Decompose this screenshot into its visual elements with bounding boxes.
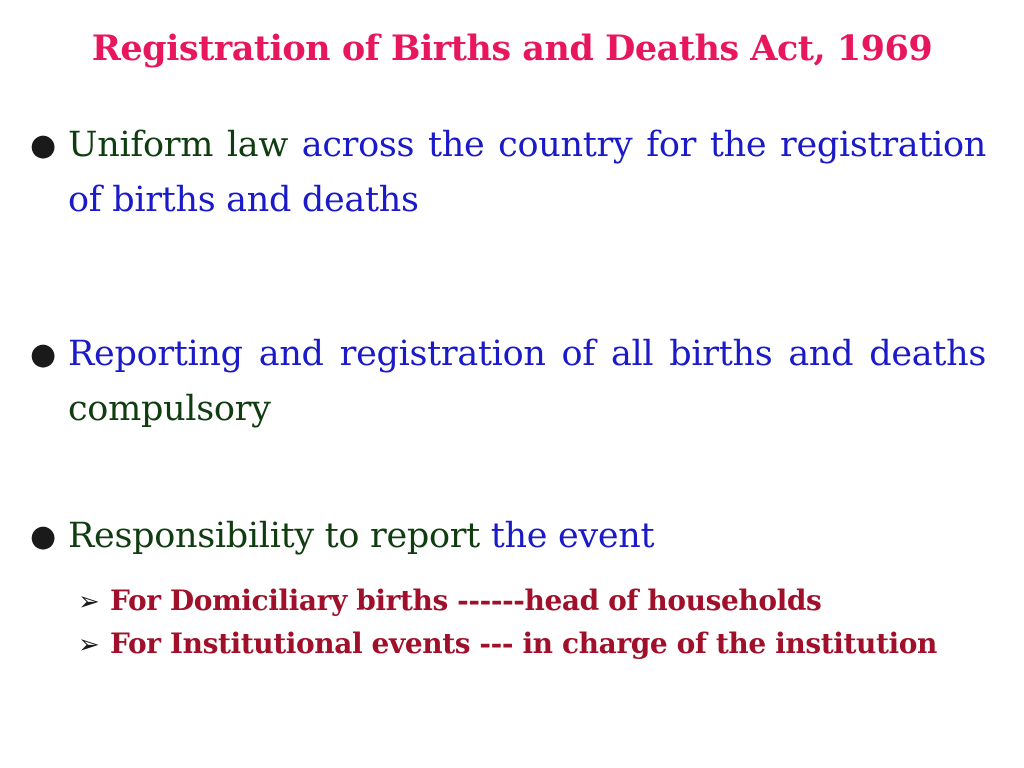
sub-bullet-text: For Institutional events --- in charge of the institution [110,627,937,660]
bullet-dot-icon: ● [30,128,56,163]
bullet-text [68,327,986,437]
bullet-dot-icon: ● [30,519,56,554]
slide-title: Registration of Births and Deaths Act, 1969 [91,28,933,69]
bullet-item-uniform-law [30,118,986,228]
bullet-text-segment: compulsory [68,389,271,429]
bullet-text [68,118,986,228]
bullet-item-reporting [30,327,986,437]
bullet-text-segment: the event [490,516,655,556]
bullet-text-segment: across the country for the registration of births and deaths [68,125,986,220]
arrowhead-bullet-icon: ➢ [78,587,100,617]
bullet-item-responsibility [30,509,986,564]
bullet-dot-icon: ● [30,337,56,372]
sub-bullet-institutional [78,627,937,660]
arrowhead-bullet-icon: ➢ [78,630,100,660]
bullet-text-segment: Uniform law [68,125,302,165]
bullet-text-segment: Reporting and registration of all births and deaths [68,334,986,374]
sub-bullet-text: For Domiciliary births ------head of households [110,584,822,617]
bullet-text-segment: Responsibility to report [68,516,491,556]
bullet-text [68,509,986,564]
sub-bullet-domiciliary [78,584,821,617]
